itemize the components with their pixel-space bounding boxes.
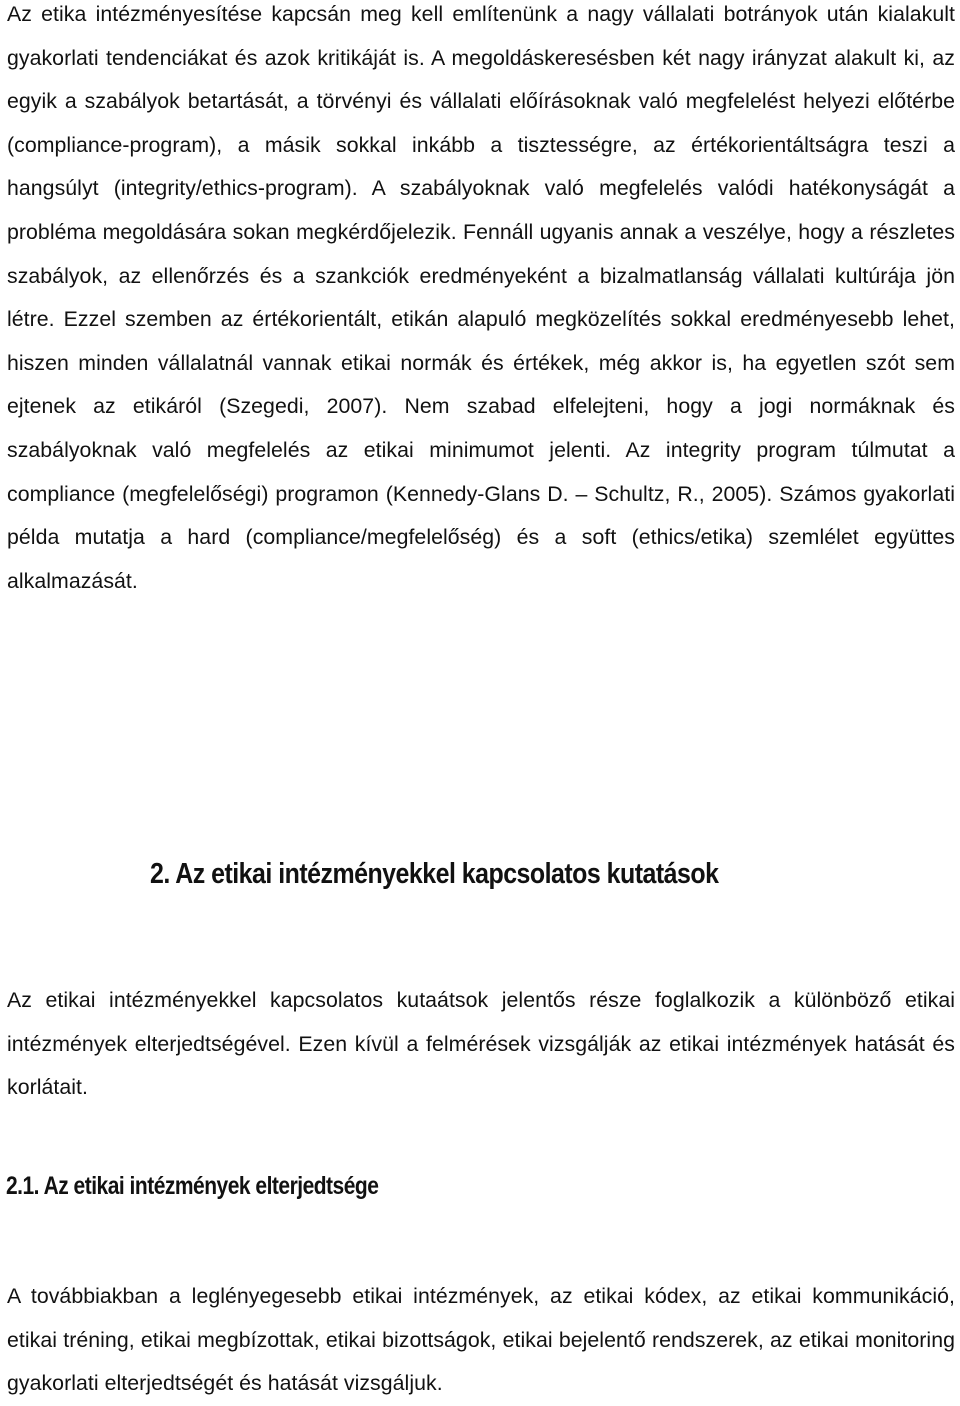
body-paragraph-research-overview: Az etikai intézményekkel kapcsolatos kutaátsok jelentős része foglalkozik a különböző etikai intézmények elterjedtségével. Ezen kívül a felmérések vizsgálják az etikai intézmények hatását és korlátait. [7,988,955,1100]
body-paragraph-compliance-integrity: Az etika intézményesítése kapcsán meg kell említenünk a nagy vállalati botrányok után kialakult gyakorlati tendenciákat és azok kritikáját is. A megoldáskeresésben két nagy irányzat alakult ki, az egyik a szabályok betartását, a törvényi és vállalati előírásoknak való megfelelést helyezi előtérbe (compliance-program), a másik sokkal inkább a tisztességre, az értékorientáltságra teszi a hangsúlyt (integrity/ethics-program). A szabályoknak való megfelelés valódi hatékonyságát a probléma megoldására sokan megkérdőjelezik. Fennáll ugyanis annak a veszélye, hogy a részletes szabályok, az ellenőrzés és a szankciók eredményeként a bizalmatlanság vállalati kultúrája jön létre. Ezzel szemben az értékorientált, etikán alapuló megközelítés sokkal eredményesebb lehet, hiszen minden vállalatnál vannak etikai normák és értékek, még akkor is, ha egyetlen szót sem ejtenek az etikáról (Szegedi, 2007). Nem szabad elfelejteni, hogy a jogi normáknak és szabályoknak való megfelelés az etikai minimumot jelenti. Az integrity program túlmutat a compliance (megfelelőségi) programon (Kennedy-Glans D. – Schultz, R., 2005). Számos gyakorlati példa mutatja a hard (compliance/megfelelőség) és a soft (ethics/etika) szemlélet együttes alkalmazását. [7,2,955,593]
body-paragraph-institutions-list: A továbbiakban a leglényegesebb etikai intézmények, az etikai kódex, az etikai kommunikáció, etikai tréning, etikai megbízottak, etikai bizottságok, etikai bejelentő rendszerek, az etikai monitoring gyakorlati elterjedtségét és hatását vizsgáljuk. [7,1284,955,1396]
section-heading-2: 2. Az etikai intézményekkel kapcsolatos kutatások [150,858,719,890]
subsection-heading-2-1: 2.1. Az etikai intézmények elterjedtsége [6,1172,379,1200]
